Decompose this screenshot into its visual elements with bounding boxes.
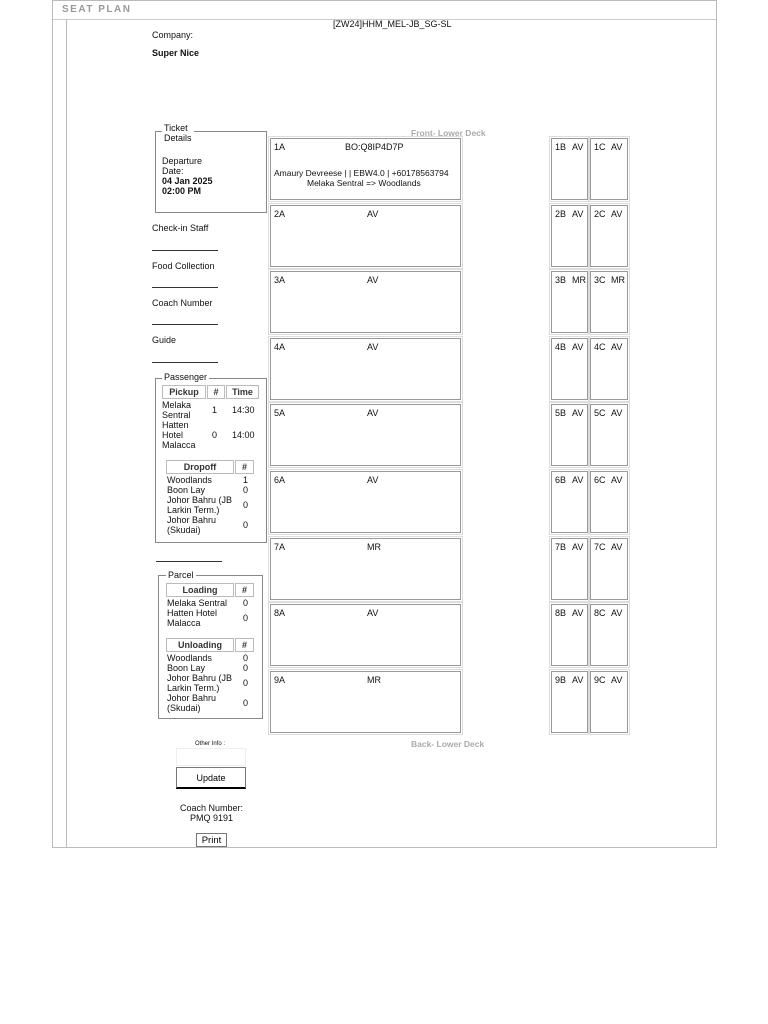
seat-status: AV: [367, 275, 379, 285]
seat-b[interactable]: [551, 604, 588, 666]
signature-line: [156, 561, 222, 562]
pickup-name-line: Sentral: [162, 410, 191, 420]
dropoff-name: [167, 515, 216, 535]
seat-status: AV: [611, 542, 623, 552]
seat-a[interactable]: [270, 604, 461, 666]
dropoff-count: 0: [243, 485, 249, 495]
dropoff-name: Boon Lay: [167, 485, 206, 495]
seat-number: 6A: [274, 475, 286, 485]
seat-status: AV: [611, 342, 623, 352]
coach-number-label: Coach Number: [152, 298, 213, 308]
seat-number: 3A: [274, 275, 286, 285]
pickup-name-line: Malacca: [162, 440, 196, 450]
seat-number: 1B: [555, 142, 567, 152]
unloading-count-header: #: [235, 638, 254, 652]
unloading-name: [167, 673, 232, 693]
departure-date: 04 Jan 2025: [162, 176, 213, 186]
seat-status: AV: [611, 209, 623, 219]
dropoff-name-line: (Skudai): [167, 525, 201, 535]
seat-a[interactable]: [270, 471, 461, 533]
seat-number: 3B: [555, 275, 567, 285]
unloading-name-line: Larkin Term.): [167, 683, 220, 693]
seat-number: 2A: [274, 209, 286, 219]
seat-status: MR: [367, 675, 381, 685]
seat-number: 7A: [274, 542, 286, 552]
seat-status: AV: [572, 209, 584, 219]
seat-status: AV: [611, 142, 623, 152]
seat-b[interactable]: [551, 271, 588, 333]
seat-status: AV: [572, 142, 584, 152]
unloading-name: Boon Lay: [167, 663, 206, 673]
seat-number: 4A: [274, 342, 286, 352]
seat-status: AV: [367, 408, 379, 418]
unloading-header: Unloading: [166, 638, 234, 652]
seat-number: 5B: [555, 408, 567, 418]
unloading-name: Woodlands: [167, 653, 212, 663]
loading-header: Loading: [166, 583, 234, 597]
unloading-name-line: Johor Bahru: [167, 693, 217, 703]
loading-name-line: Malacca: [167, 618, 201, 628]
pickup-header: Pickup: [162, 385, 206, 399]
company-label: Company:: [152, 30, 194, 40]
seat-b[interactable]: [551, 404, 588, 466]
food-collection-line: [152, 287, 218, 288]
seat-b[interactable]: [551, 205, 588, 267]
dropoff-count: 0: [243, 500, 249, 510]
loading-name: Melaka Sentral: [167, 598, 228, 608]
seat-number: 5A: [274, 408, 286, 418]
food-collection-label: Food Collection: [152, 261, 215, 271]
seat-status: AV: [367, 342, 379, 352]
seat-b[interactable]: [551, 538, 588, 600]
seat-number: 5C: [594, 408, 606, 418]
seat-number: 2B: [555, 209, 567, 219]
loading-name: [167, 608, 217, 628]
departure-time: 02:00 PM: [162, 186, 202, 196]
dropoff-name-line: Larkin Term.): [167, 505, 220, 515]
pickup-time: 14:30: [232, 405, 255, 415]
pickup-name-line: Melaka: [162, 400, 192, 410]
coach-number-footer-label: Coach Number:: [180, 803, 244, 813]
seat-number: 6B: [555, 475, 567, 485]
seat-number: 4B: [555, 342, 567, 352]
dropoff-count: 0: [243, 520, 249, 530]
seat-status: AV: [572, 342, 584, 352]
seat-number: 9A: [274, 675, 286, 685]
unloading-count: 0: [243, 678, 249, 688]
passenger-legend: Passenger: [164, 372, 208, 382]
seat-number: 2C: [594, 209, 606, 219]
guide-label: Guide: [152, 335, 177, 345]
dropoff-name: Woodlands: [167, 475, 212, 485]
seat-b[interactable]: [551, 138, 588, 200]
seat-c[interactable]: [590, 205, 628, 267]
pickup-time-header: Time: [226, 385, 259, 399]
seat-c[interactable]: [590, 604, 628, 666]
dropoff-name-line: Johor Bahru: [167, 515, 217, 525]
other-info-input[interactable]: [176, 748, 246, 766]
seat-number: 9B: [555, 675, 567, 685]
departure-label-line: Date:: [162, 166, 184, 176]
dropoff-header: Dropoff: [166, 460, 234, 474]
seat-status: AV: [611, 408, 623, 418]
booking-ref: BO:Q8IP4D7P: [345, 142, 404, 152]
pickup-count: 1: [212, 405, 218, 415]
legend-line: Ticket: [164, 123, 188, 133]
seat-status: AV: [572, 542, 584, 552]
legend-line: Details: [164, 133, 192, 143]
seat-status: MR: [367, 542, 381, 552]
seat-status: AV: [611, 608, 623, 618]
seat-number: 8A: [274, 608, 286, 618]
seat-number: 1C: [594, 142, 606, 152]
loading-count-header: #: [235, 583, 254, 597]
seat-status: AV: [611, 475, 623, 485]
unloading-count: 0: [243, 663, 249, 673]
checkin-staff-label: Check-in Staff: [152, 223, 209, 233]
seat-b[interactable]: [551, 338, 588, 400]
unloading-count: 0: [243, 698, 249, 708]
seat-number: 8B: [555, 608, 567, 618]
seat-c[interactable]: [590, 404, 628, 466]
loading-name-line: Hatten Hotel: [167, 608, 218, 618]
seat-number: 7C: [594, 542, 606, 552]
seat-status: MR: [611, 275, 625, 285]
loading-count: 0: [243, 613, 249, 623]
unloading-name: [167, 693, 216, 713]
seat-b[interactable]: [551, 671, 588, 733]
seat-status: AV: [611, 675, 623, 685]
page-title: SEAT PLAN: [62, 4, 132, 15]
coach-number-line: [152, 324, 218, 325]
front-deck-label: Front- Lower Deck: [411, 128, 486, 138]
seat-number: 3C: [594, 275, 606, 285]
seat-status: AV: [572, 675, 584, 685]
seat-a[interactable]: [270, 138, 461, 200]
booking-route: Melaka Sentral => Woodlands: [307, 178, 421, 188]
print-button[interactable]: Print: [196, 833, 227, 847]
unloading-name-line: (Skudai): [167, 703, 201, 713]
seat-a[interactable]: [270, 671, 461, 733]
seat-a[interactable]: [270, 338, 461, 400]
seat-status: MR: [572, 275, 586, 285]
seat-status: AV: [367, 475, 379, 485]
title-bar: [53, 1, 716, 20]
seat-a[interactable]: [270, 404, 461, 466]
pickup-count: 0: [212, 430, 218, 440]
unloading-name-line: Johor Bahru (JB: [167, 673, 233, 683]
seat-status: AV: [367, 608, 379, 618]
seat-c[interactable]: [590, 671, 628, 733]
departure-label-line: Departure: [162, 156, 203, 166]
other-info-label: Other Info :: [195, 741, 226, 747]
loading-count: 0: [243, 598, 249, 608]
seat-number: 6C: [594, 475, 606, 485]
seat-status: AV: [367, 209, 379, 219]
seat-status: AV: [572, 475, 584, 485]
company-name: Super Nice: [152, 48, 200, 58]
pickup-count-header: #: [207, 385, 225, 399]
seat-c[interactable]: [590, 138, 628, 200]
checkin-staff-line: [152, 250, 218, 251]
departure-label: [162, 156, 202, 176]
seat-status: AV: [572, 408, 584, 418]
booking-passenger: Amaury Devreese | | EBW4.0 | +60178563794: [274, 168, 449, 178]
unloading-count: 0: [243, 653, 249, 663]
seat-status: AV: [572, 608, 584, 618]
seat-number: 9C: [594, 675, 606, 685]
dropoff-name: [167, 495, 232, 515]
dropoff-name-line: Johor Bahru (JB: [167, 495, 233, 505]
seat-c[interactable]: [590, 271, 628, 333]
pickup-time: 14:00: [232, 430, 255, 440]
parcel-legend: Parcel: [168, 570, 194, 580]
back-deck-label: Back- Lower Deck: [411, 739, 485, 749]
ticket-details-legend: [162, 123, 194, 143]
seat-number: 4C: [594, 342, 606, 352]
pickup-name-line: Hatten: [162, 420, 189, 430]
seat-number: 1A: [274, 142, 286, 152]
seat-b[interactable]: [551, 471, 588, 533]
update-button[interactable]: Update: [176, 767, 246, 789]
seat-c[interactable]: [590, 338, 628, 400]
dropoff-count-header: #: [235, 460, 254, 474]
pickup-name: [162, 420, 196, 450]
guide-line: [152, 362, 218, 363]
left-margin-line: [66, 19, 67, 848]
seat-number: 8C: [594, 608, 606, 618]
seat-a[interactable]: [270, 538, 461, 600]
trip-code: [ZW24]HHM_MEL-JB_SG-SL: [333, 19, 452, 29]
seat-a[interactable]: [270, 205, 461, 267]
seat-number: 7B: [555, 542, 567, 552]
coach-number-value: PMQ 9191: [190, 813, 234, 823]
seat-a[interactable]: [270, 271, 461, 333]
pickup-name-line: Hotel: [162, 430, 184, 440]
pickup-name: [162, 400, 191, 420]
dropoff-count: 1: [243, 475, 249, 485]
seat-c[interactable]: [590, 538, 628, 600]
seat-c[interactable]: [590, 471, 628, 533]
